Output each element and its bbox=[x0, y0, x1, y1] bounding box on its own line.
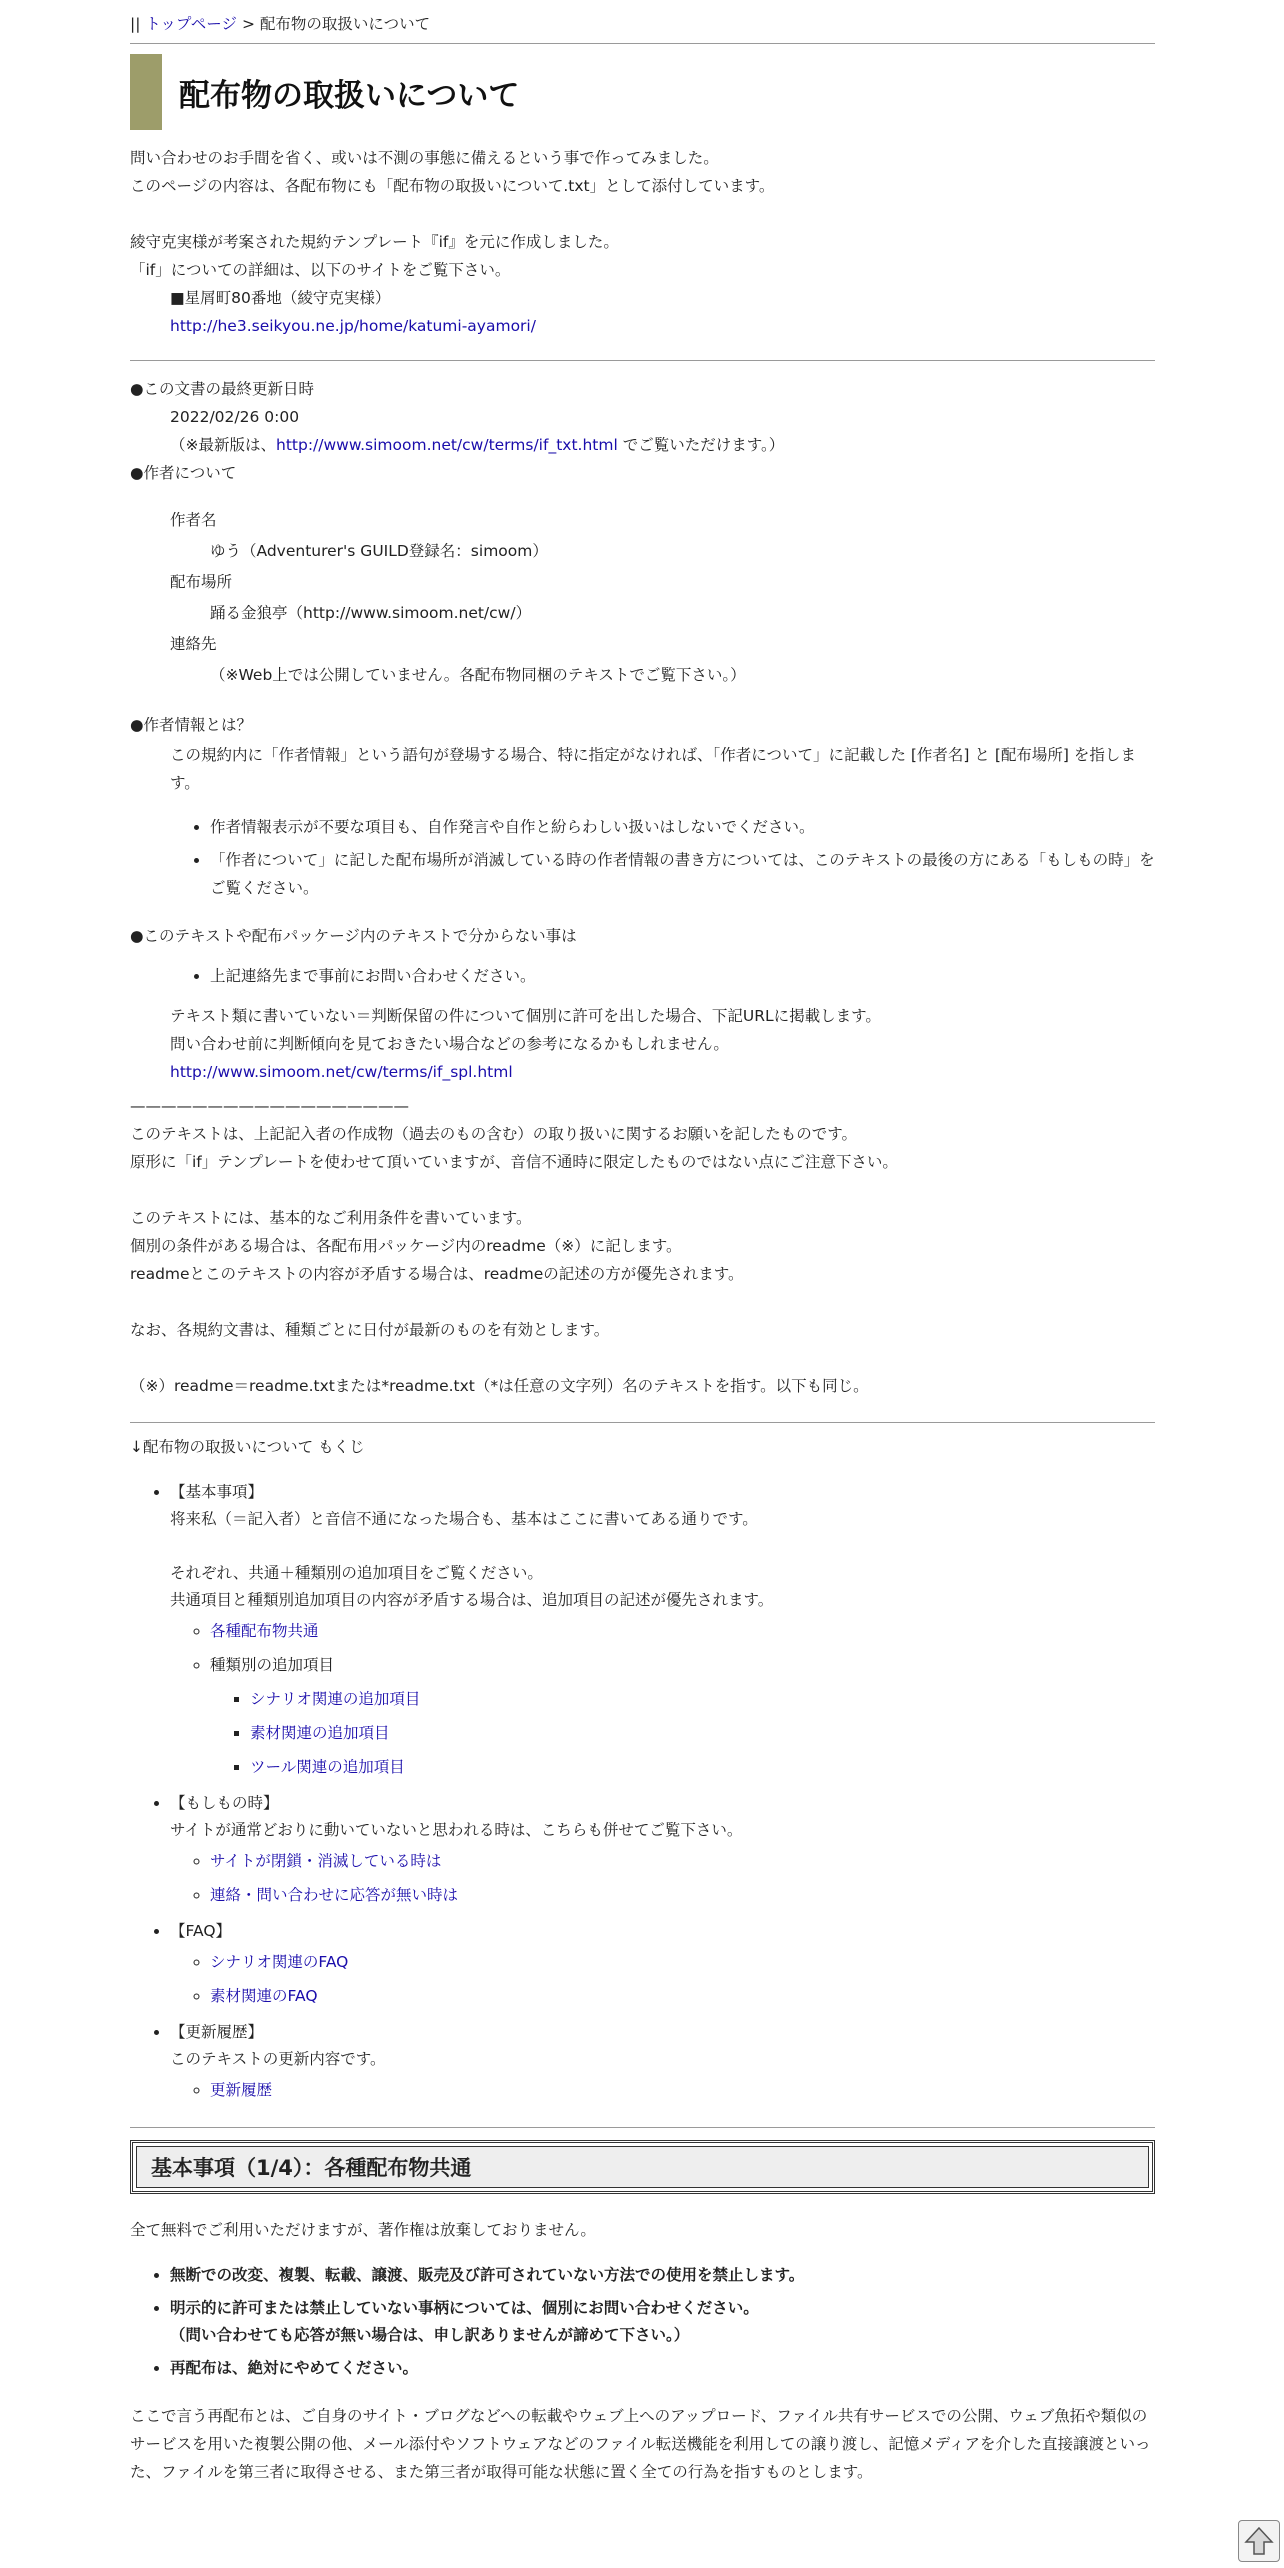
toc-link-faq-scenario[interactable]: シナリオ関連のFAQ bbox=[210, 1953, 349, 1971]
toc-link-noreply[interactable]: 連絡・問い合わせに応答が無い時は bbox=[210, 1886, 459, 1904]
text-p2-line-3: readmeとこのテキストの内容が矛盾する場合は、readmeの記述の方が優先されます。 bbox=[130, 1265, 744, 1283]
list-item bbox=[210, 1844, 1155, 1878]
toc-basic bbox=[170, 1479, 1155, 1784]
author-name-value: ゆう（Adventurer's GUILD登録名：simoom） bbox=[210, 542, 548, 560]
updated-note-prefix: （※最新版は、 bbox=[170, 436, 276, 454]
list-item bbox=[210, 2073, 1155, 2107]
document bbox=[130, 0, 1155, 2486]
toc-history-sublist bbox=[170, 2073, 1155, 2107]
breadcrumb-separator: > bbox=[241, 15, 255, 33]
toc-faq-title: • 【FAQ】 bbox=[170, 1922, 232, 1940]
redistribution-definition: ここで言う再配布とは、ご自身のサイト・ブログなどへの転載やウェブ上へのアップロード、ファイル共有サービスでの公開、ウェブ魚拓や類似のサービスを用いた複製公開の他、メール添付やソフトウェアなどのファイル転送機能を利用しての譲り渡し、記憶メディアを介した直接譲渡といった、ファイルを第三者に取得させる、また第三者が取得可能な状態に置く全ての行為を指すものとします。 bbox=[130, 2407, 1151, 2481]
rules-list bbox=[130, 2262, 1155, 2382]
toc-bytype-label: 種類別の追加項目 bbox=[210, 1656, 335, 1674]
basis-line-1: 綾守克実様が考案された規約テンプレート『if』を元に作成しました。 bbox=[130, 233, 619, 251]
list-item bbox=[210, 1648, 1155, 1784]
toc-faq bbox=[170, 1918, 1155, 2013]
toc-heading: ↓配布物の取扱いについて もくじ bbox=[130, 1438, 365, 1456]
rule2-line-2: （問い合わせても応答が無い場合は、申し訳ありませんが諦めて下さい。） bbox=[170, 2326, 690, 2344]
toc-link-common[interactable]: 各種配布物共通 bbox=[210, 1622, 319, 1640]
section-heading-box bbox=[130, 2140, 1155, 2194]
author-info-heading: ●作者情報とは？ bbox=[130, 716, 253, 734]
breadcrumb-prefix: || bbox=[130, 15, 141, 33]
toc-link-scenario[interactable]: シナリオ関連の追加項目 bbox=[250, 1690, 421, 1708]
toc-history bbox=[170, 2019, 1155, 2107]
divider bbox=[130, 2127, 1155, 2128]
toc-link-faq-material[interactable]: 素材関連のFAQ bbox=[210, 1987, 318, 2005]
toc-basic-line-1: 将来私（＝記入者）と音信不通になった場合も、基本はここに書いてある通りです。 bbox=[170, 1510, 758, 1528]
table-of-contents bbox=[130, 1479, 1155, 2107]
section-heading: 基本事項（1/4）：各種配布物共通 bbox=[136, 2146, 1149, 2188]
rule2-line-1: 明示的に許可または禁止していない事柄については、個別にお問い合わせください。 bbox=[170, 2299, 759, 2317]
breadcrumb-home-link[interactable]: トップページ bbox=[145, 15, 237, 33]
toc-emergency bbox=[170, 1790, 1155, 1912]
author-info-body: この規約内に「作者情報」という語句が登場する場合、特に指定がなければ、「作者について」に記載した [作者名] と [配布場所] を指します。 bbox=[170, 746, 1136, 792]
up-arrow-icon bbox=[1244, 2526, 1274, 2556]
toc-link-material[interactable]: 素材関連の追加項目 bbox=[250, 1724, 390, 1742]
title-accent-bar bbox=[130, 54, 162, 130]
toc-basic-sublist bbox=[170, 1614, 1155, 1784]
list-item bbox=[210, 1979, 1155, 2013]
list-item bbox=[210, 1614, 1155, 1648]
page-title: 配布物の取扱いについて bbox=[179, 77, 520, 114]
toc-history-line: このテキストの更新内容です。 bbox=[170, 2050, 386, 2068]
updated-heading: ●この文書の最終更新日時 bbox=[130, 380, 315, 398]
latest-version-link[interactable]: http://www.simoom.net/cw/terms/if_txt.html bbox=[276, 436, 618, 454]
toc-faq-sublist bbox=[170, 1945, 1155, 2013]
toc-emergency-title: • 【もしもの時】 bbox=[170, 1794, 279, 1812]
basis-site-name: ■星屑町80番地（綾守克実様） bbox=[170, 289, 391, 307]
toc-link-tool[interactable]: ツール関連の追加項目 bbox=[250, 1758, 405, 1776]
author-place-value: 踊る金狼亭（http://www.simoom.net/cw/） bbox=[210, 604, 532, 622]
toc-basic-line-2: それぞれ、共通＋種類別の追加項目をご覧ください。 bbox=[170, 1564, 543, 1582]
author-heading: ●作者について bbox=[130, 464, 237, 482]
toc-history-title: • 【更新履歴】 bbox=[170, 2023, 264, 2041]
text-p3: なお、各規約文書は、種類ごとに日付が最新のものを有効とします。 bbox=[130, 1321, 610, 1339]
list-item bbox=[210, 1878, 1155, 1912]
list-item: • 無断での改変、複製、転載、譲渡、販売及び許可されていない方法での使用を禁止します。 bbox=[170, 2262, 1155, 2289]
toc-basic-line-3: 共通項目と種類別追加項目の内容が矛盾する場合は、追加項目の記述が優先されます。 bbox=[170, 1591, 774, 1609]
special-permission-link[interactable]: http://www.simoom.net/cw/terms/if_spl.html bbox=[170, 1063, 513, 1081]
unknown-notes bbox=[130, 962, 1155, 990]
author-contact-value: （※Web上では公開していません。各配布物同梱のテキストでご覧下さい。） bbox=[210, 666, 746, 684]
toc-emergency-sublist bbox=[170, 1844, 1155, 1912]
intro-line-1: 問い合わせのお手間を省く、或いは不測の事態に備えるという事で作ってみました。 bbox=[130, 149, 719, 167]
toc-bytype-sublist bbox=[210, 1682, 1155, 1784]
page-title-block bbox=[130, 54, 1155, 130]
intro-line-2: このページの内容は、各配布物にも「配布物の取扱いについて.txt」として添付しています。 bbox=[130, 177, 775, 195]
list-item bbox=[250, 1716, 1155, 1750]
updated-note-suffix: でご覧いただけます。） bbox=[617, 436, 785, 454]
toc-basic-title: • 【基本事項】 bbox=[170, 1483, 264, 1501]
author-info-notes bbox=[130, 813, 1155, 902]
breadcrumb-current: 配布物の取扱いについて bbox=[259, 15, 431, 33]
scroll-to-top-button[interactable] bbox=[1238, 2520, 1280, 2562]
text-p1-line-2: 原形に「if」テンプレートを使わせて頂いていますが、音信不通時に限定したものではない点にご注意下さい。 bbox=[130, 1153, 898, 1171]
list-item bbox=[170, 2295, 1155, 2349]
text-p2-line-2: 個別の条件がある場合は、各配布用パッケージ内のreadme（※）に記します。 bbox=[130, 1237, 682, 1255]
list-item: • 上記連絡先まで事前にお問い合わせください。 bbox=[210, 962, 1155, 990]
basis-line-2: 「if」についての詳細は、以下のサイトをご覧下さい。 bbox=[130, 261, 511, 279]
updated-date: 2022/02/26 0:00 bbox=[170, 408, 300, 426]
text-p2-line-1: このテキストには、基本的なご利用条件を書いています。 bbox=[130, 1209, 532, 1227]
list-item bbox=[250, 1682, 1155, 1716]
toc-link-history[interactable]: 更新履歴 bbox=[210, 2081, 273, 2099]
toc-link-closed[interactable]: サイトが閉鎖・消滅している時は bbox=[210, 1852, 442, 1870]
updated-note bbox=[130, 431, 1155, 459]
divider bbox=[130, 360, 1155, 361]
divider bbox=[130, 1422, 1155, 1423]
author-name-label: 作者名 bbox=[170, 511, 217, 529]
section-lead: 全て無料でご利用いただけますが、著作権は放棄しておりません。 bbox=[130, 2221, 596, 2239]
list-item: • 「作者について」に記した配布場所が消滅している時の作者情報の書き方については、このテキストの最後の方にある「もしもの時」をご覧ください。 bbox=[210, 846, 1155, 902]
basis-site-link[interactable]: http://he3.seikyou.ne.jp/home/katumi-ayamori/ bbox=[170, 317, 536, 335]
dash-separator: —————————————————— bbox=[130, 1097, 409, 1115]
list-item: • 作者情報表示が不要な項目も、自作発言や自作と紛らわしい扱いはしないでください。 bbox=[210, 813, 1155, 841]
breadcrumb bbox=[130, 13, 1155, 35]
text-p4: （※）readme＝readme.txtまたは*readme.txt（*は任意の文字列）名のテキストを指す。以下も同じ。 bbox=[130, 1377, 869, 1395]
list-item bbox=[210, 1945, 1155, 1979]
toc-emergency-line: サイトが通常どおりに動いていないと思われる時は、こちらも併せてご覧下さい。 bbox=[170, 1821, 743, 1839]
author-place-label: 配布場所 bbox=[170, 573, 233, 591]
text-p1-line-1: このテキストは、上記記入者の作成物（過去のもの含む）の取り扱いに関するお願いを記したものです。 bbox=[130, 1125, 857, 1143]
list-item: • 再配布は、絶対にやめてください。 bbox=[170, 2355, 1155, 2382]
divider bbox=[130, 43, 1155, 44]
unknown-heading: ●このテキストや配布パッケージ内のテキストで分からない事は bbox=[130, 927, 577, 945]
unknown-line-2: 問い合わせ前に判断傾向を見ておきたい場合などの参考になるかもしれません。 bbox=[170, 1035, 729, 1053]
unknown-line-1: テキスト類に書いていない＝判断保留の件について個別に許可を出した場合、下記URLに掲載します。 bbox=[170, 1007, 881, 1025]
list-item bbox=[250, 1750, 1155, 1784]
author-contact-label: 連絡先 bbox=[170, 635, 217, 653]
